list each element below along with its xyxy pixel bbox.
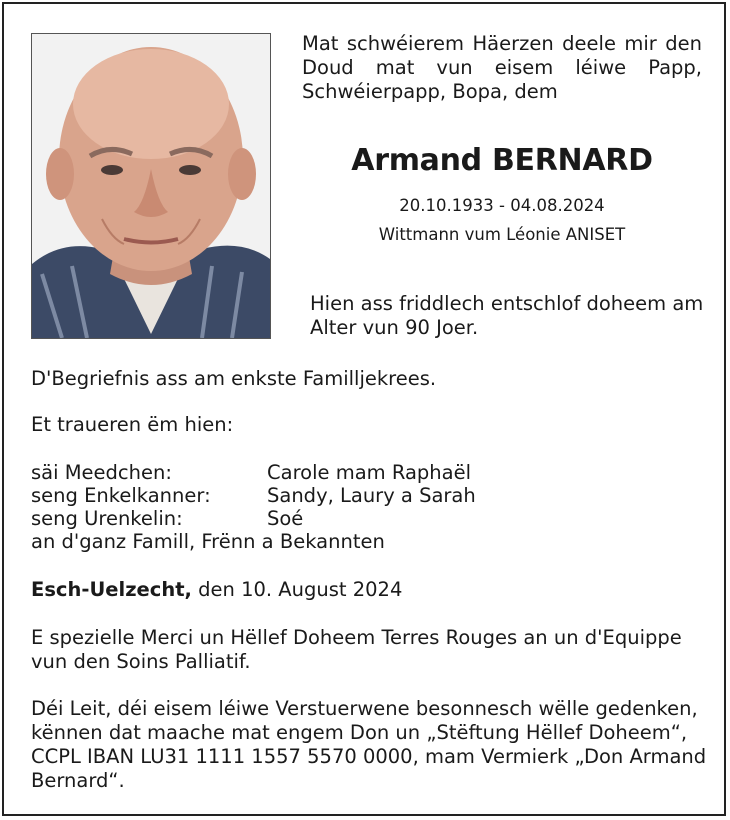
relative-label: seng Enkelkanner: bbox=[31, 484, 211, 507]
relative-value: Soé bbox=[267, 507, 304, 530]
notice-date: den 10. August 2024 bbox=[191, 578, 403, 601]
relative-label: säi Meedchen: bbox=[31, 461, 172, 484]
relative-value: Sandy, Laury a Sarah bbox=[267, 484, 476, 507]
deceased-name: Armand BERNARD bbox=[351, 143, 653, 178]
passing-text: Hien ass friddlech entschlof doheem am Alter vun 90 Joer. bbox=[310, 292, 704, 339]
mourners-intro: Et traueren ëm hien: bbox=[31, 413, 234, 436]
donation-text: Déi Leit, déi eisem léiwe Verstuerwene besonnesch wëlle gedenken, kënnen dat maache mat engem Don un „Stëftung Hëllef Doheem“, CCPL IBAN LU31 1111 1557 5570 0000, mam Vermierk „Don Armand Bernard“. bbox=[31, 697, 707, 792]
life-dates: 20.10.1933 - 04.08.2024 bbox=[399, 196, 605, 215]
portrait-photo bbox=[31, 33, 271, 339]
relative-value: Carole mam Raphaël bbox=[267, 461, 472, 484]
funeral-text: D'Begriefnis ass am enkste Familljekrees. bbox=[31, 367, 437, 390]
place-name: Esch-Uelzecht, bbox=[31, 578, 192, 601]
intro-text: Mat schwéierem Häerzen deele mir den Doud mat vun eisem léiwe Papp, Schwéierpapp, Bopa, dem bbox=[302, 32, 702, 103]
portrait-illustration bbox=[32, 34, 270, 338]
relative-label: seng Urenkelin: bbox=[31, 507, 183, 530]
others-line: an d'ganz Famill, Frënn a Bekannten bbox=[31, 530, 385, 553]
widow-line: Wittmann vum Léonie ANISET bbox=[378, 225, 626, 244]
place-date-line bbox=[31, 578, 402, 602]
thanks-text: E spezielle Merci un Hëllef Doheem Terres Rouges an un d'Equippe vun den Soins Palliatif. bbox=[31, 626, 682, 673]
